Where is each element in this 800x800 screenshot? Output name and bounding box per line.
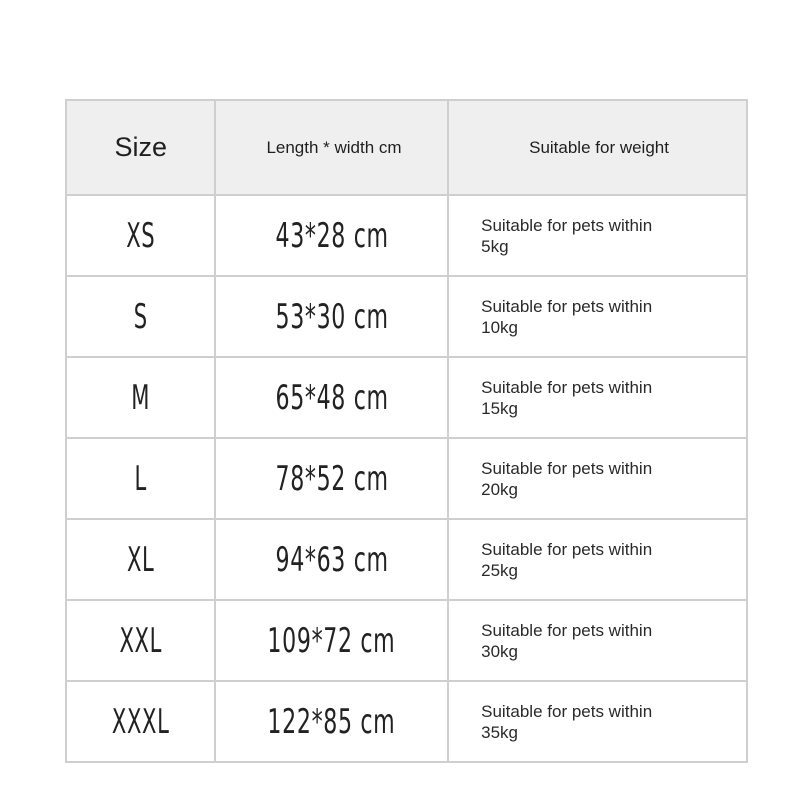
weight-cell	[448, 438, 747, 519]
weight-text: Suitable for pets within 15kg	[481, 377, 653, 418]
header-row	[66, 100, 747, 195]
weight-cell	[448, 276, 747, 357]
dimensions-cell	[215, 276, 448, 357]
dimensions-cell	[215, 357, 448, 438]
table-body	[66, 195, 747, 762]
dimensions-text: 122*85 cm	[267, 701, 396, 742]
size-cell: XL	[94, 519, 187, 600]
header-size: Size	[66, 100, 215, 195]
table-row	[66, 195, 747, 276]
dimensions-cell	[215, 519, 448, 600]
dimensions-text: 53*30 cm	[275, 296, 389, 337]
weight-text: Suitable for pets within 30kg	[481, 620, 653, 661]
dimensions-text: 94*63 cm	[275, 539, 389, 580]
size-cell: L	[94, 438, 187, 519]
size-cell: XXXL	[94, 681, 187, 762]
weight-cell	[448, 195, 747, 276]
weight-text: Suitable for pets within 10kg	[481, 296, 653, 337]
weight-cell	[448, 519, 747, 600]
table-row	[66, 600, 747, 681]
weight-cell	[448, 681, 747, 762]
table-row	[66, 681, 747, 762]
weight-cell	[448, 600, 747, 681]
size-chart-table	[65, 99, 748, 763]
size-cell: XXL	[94, 600, 187, 681]
size-cell: M	[94, 357, 187, 438]
dimensions-text: 78*52 cm	[275, 458, 389, 499]
dimensions-cell	[215, 600, 448, 681]
weight-text: Suitable for pets within 25kg	[481, 539, 653, 580]
dimensions-cell	[215, 195, 448, 276]
weight-cell	[448, 357, 747, 438]
table-row	[66, 276, 747, 357]
table-row	[66, 438, 747, 519]
dimensions-cell	[215, 681, 448, 762]
dimensions-text: 65*48 cm	[275, 377, 389, 418]
weight-text: Suitable for pets within 20kg	[481, 458, 653, 499]
table-header	[66, 100, 747, 195]
table-row	[66, 519, 747, 600]
size-cell: XS	[94, 195, 187, 276]
table-row	[66, 357, 747, 438]
dimensions-cell	[215, 438, 448, 519]
weight-text: Suitable for pets within 5kg	[481, 215, 653, 256]
dimensions-text: 109*72 cm	[267, 620, 396, 661]
size-cell: S	[94, 276, 187, 357]
dimensions-text: 43*28 cm	[275, 215, 389, 256]
header-dimensions: Length * width cm	[215, 100, 448, 195]
weight-text: Suitable for pets within 35kg	[481, 701, 653, 742]
header-weight: Suitable for weight	[448, 100, 747, 195]
